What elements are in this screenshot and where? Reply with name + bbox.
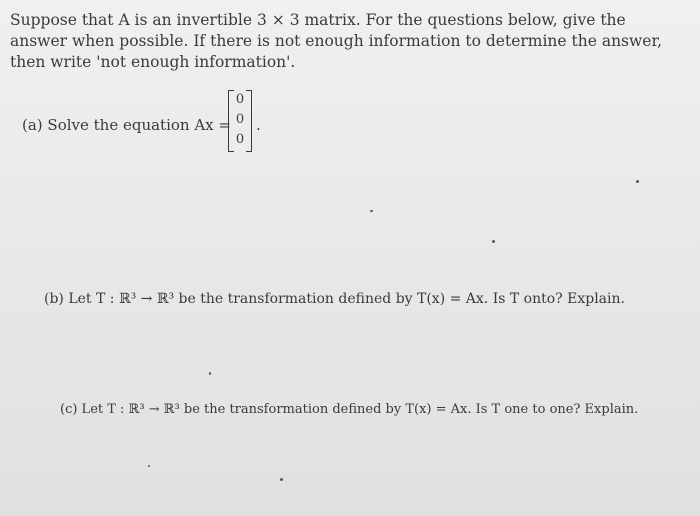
zero-column-vector xyxy=(228,90,252,152)
part-a-question: (a) Solve the equation Ax = xyxy=(22,116,231,134)
matrix-entry: 0 xyxy=(235,92,245,107)
matrix-entry: 0 xyxy=(235,112,245,127)
pencil-dot xyxy=(492,240,495,243)
part-a-period: . xyxy=(256,116,261,134)
part-b-question: (b) Let T : ℝ³ → ℝ³ be the transformation defined by T(x) = Ax. Is T onto? Explain. xyxy=(44,291,625,307)
pencil-dot xyxy=(280,478,283,481)
right-bracket xyxy=(246,90,252,152)
pencil-dot xyxy=(148,465,150,467)
matrix-entry: 0 xyxy=(235,132,245,147)
pencil-dot xyxy=(209,372,211,375)
pencil-dot xyxy=(370,210,373,212)
problem-intro: Suppose that A is an invertible 3 × 3 matrix. For the questions below, give the answer when possible. If there is not enough information to determine the answer, then write 'not enough information'. xyxy=(10,11,663,71)
pencil-dot xyxy=(636,180,639,183)
part-c-question: (c) Let T : ℝ³ → ℝ³ be the transformation defined by T(x) = Ax. Is T one to one? Explain. xyxy=(60,402,639,417)
